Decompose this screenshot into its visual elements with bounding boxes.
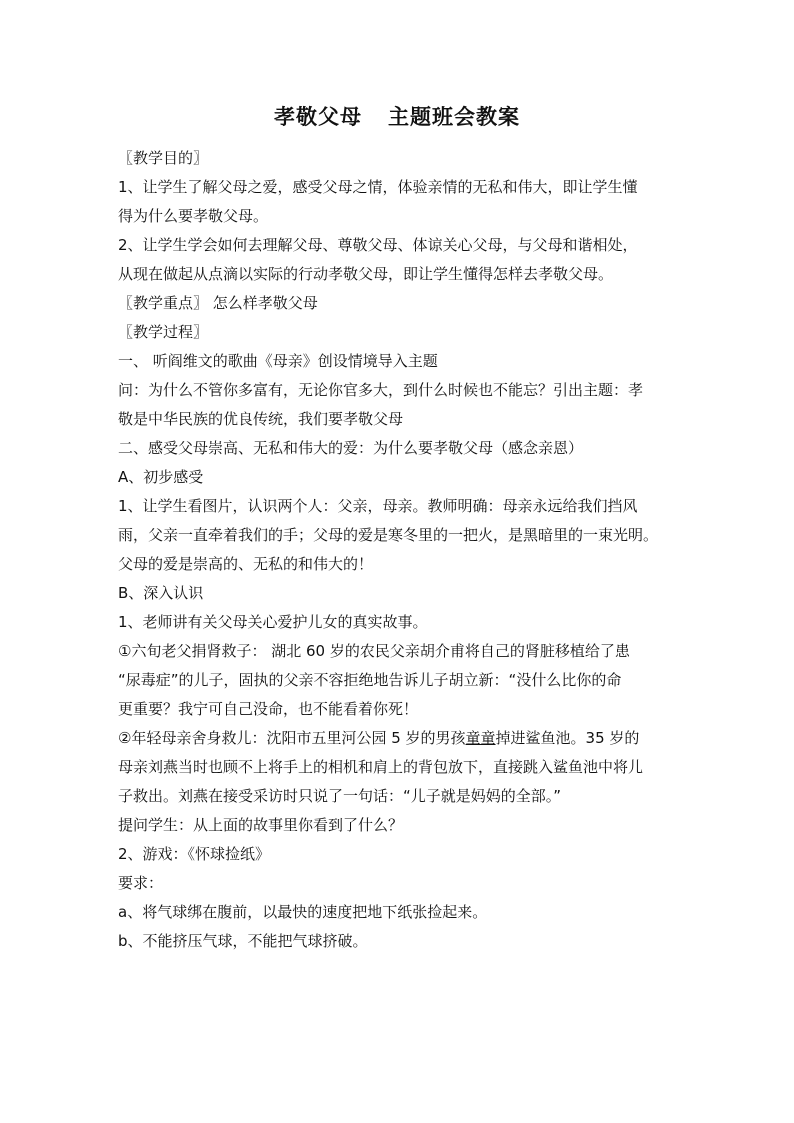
section-heading-objectives: 〖教学目的〗 [118, 149, 209, 167]
paragraph-line: a、将气球绑在腹前，以最快的速度把地下纸张捡起来。 [118, 903, 488, 921]
paragraph-line: 2、让学生学会如何去理解父母、尊敬父母、体谅关心父母，与父母和谐相处， [118, 236, 638, 254]
paragraph-line: 雨，父亲一直牵着我们的手；父母的爱是寒冬里的一把火，是黑暗里的一束光明。 [118, 526, 659, 544]
paragraph-line: 敬是中华民族的优良传统，我们要孝敬父母 [118, 410, 404, 428]
paragraph-line: 1、老师讲有关父母关心爱护儿女的真实故事。 [118, 613, 428, 631]
paragraph-line: 更重要？我宁可自己没命，也不能看着你死！ [118, 700, 419, 718]
paragraph-line: 二、感受父母崇高、无私和伟大的爱：为什么要孝敬父母（感念亲恩） [118, 439, 584, 457]
paragraph-line: 1、让学生看图片，认识两个人：父亲，母亲。教师明确：母亲永远给我们挡风 [118, 497, 638, 515]
paragraph-line: 提问学生：从上面的故事里你看到了什么？ [118, 816, 404, 834]
paragraph-line: b、不能挤压气球，不能把气球挤破。 [118, 932, 368, 950]
paragraph-line: 子救出。刘燕在接受采访时只说了一句话：“儿子就是妈妈的全部。” [118, 787, 562, 805]
paragraph-line: 问：为什么不管你多富有，无论你官多大，到什么时候也不能忘？引出主题：孝 [118, 381, 644, 399]
paragraph-line: 母亲刘燕当时也顾不上将手上的相机和肩上的背包放下，直接跳入鲨鱼池中将儿 [118, 758, 644, 776]
paragraph-line [118, 724, 678, 753]
underlined-name: 童童 [465, 729, 496, 747]
paragraph-line: 得为什么要孝敬父母。 [118, 207, 269, 225]
section-heading-process: 〖教学过程〗 [118, 323, 209, 341]
section-heading-key-point: 〖教学重点〗 怎么样孝敬父母 [118, 294, 318, 312]
paragraph-line: 父母的爱是崇高的、无私的和伟大的！ [118, 555, 374, 573]
paragraph-line: 从现在做起从点滴以实际的行动孝敬父母，即让学生懂得怎样去孝敬父母。 [118, 265, 614, 283]
document-body [118, 144, 678, 956]
text-run: ②年轻母亲舍身救儿：沈阳市五里河公园 5 岁的男孩 [118, 729, 466, 747]
paragraph-line: 一、 听阎维文的歌曲《母亲》创设情境导入主题 [118, 352, 438, 370]
text-run: 掉进鲨鱼池。35 岁的 [495, 729, 640, 747]
paragraph-line: ①六旬老父捐肾救子： 湖北 60 岁的农民父亲胡介甫将自己的肾脏移植给了患 [118, 642, 630, 660]
paragraph-line: 2、游戏：《怀球捡纸》 [118, 845, 271, 863]
paragraph-line: 要求： [118, 874, 164, 892]
paragraph-line: “尿毒症”的儿子，固执的父亲不容拒绝地告诉儿子胡立新：“没什么比你的命 [118, 671, 622, 689]
paragraph-line: B、深入认识 [118, 584, 204, 602]
document-title [0, 101, 794, 131]
title-part-2: 主题班会教案 [388, 104, 520, 129]
title-part-1: 孝敬父母 [274, 104, 362, 129]
paragraph-line: A、初步感受 [118, 468, 204, 486]
paragraph-line: 1、让学生了解父母之爱，感受父母之情，体验亲情的无私和伟大，即让学生懂 [118, 178, 638, 196]
